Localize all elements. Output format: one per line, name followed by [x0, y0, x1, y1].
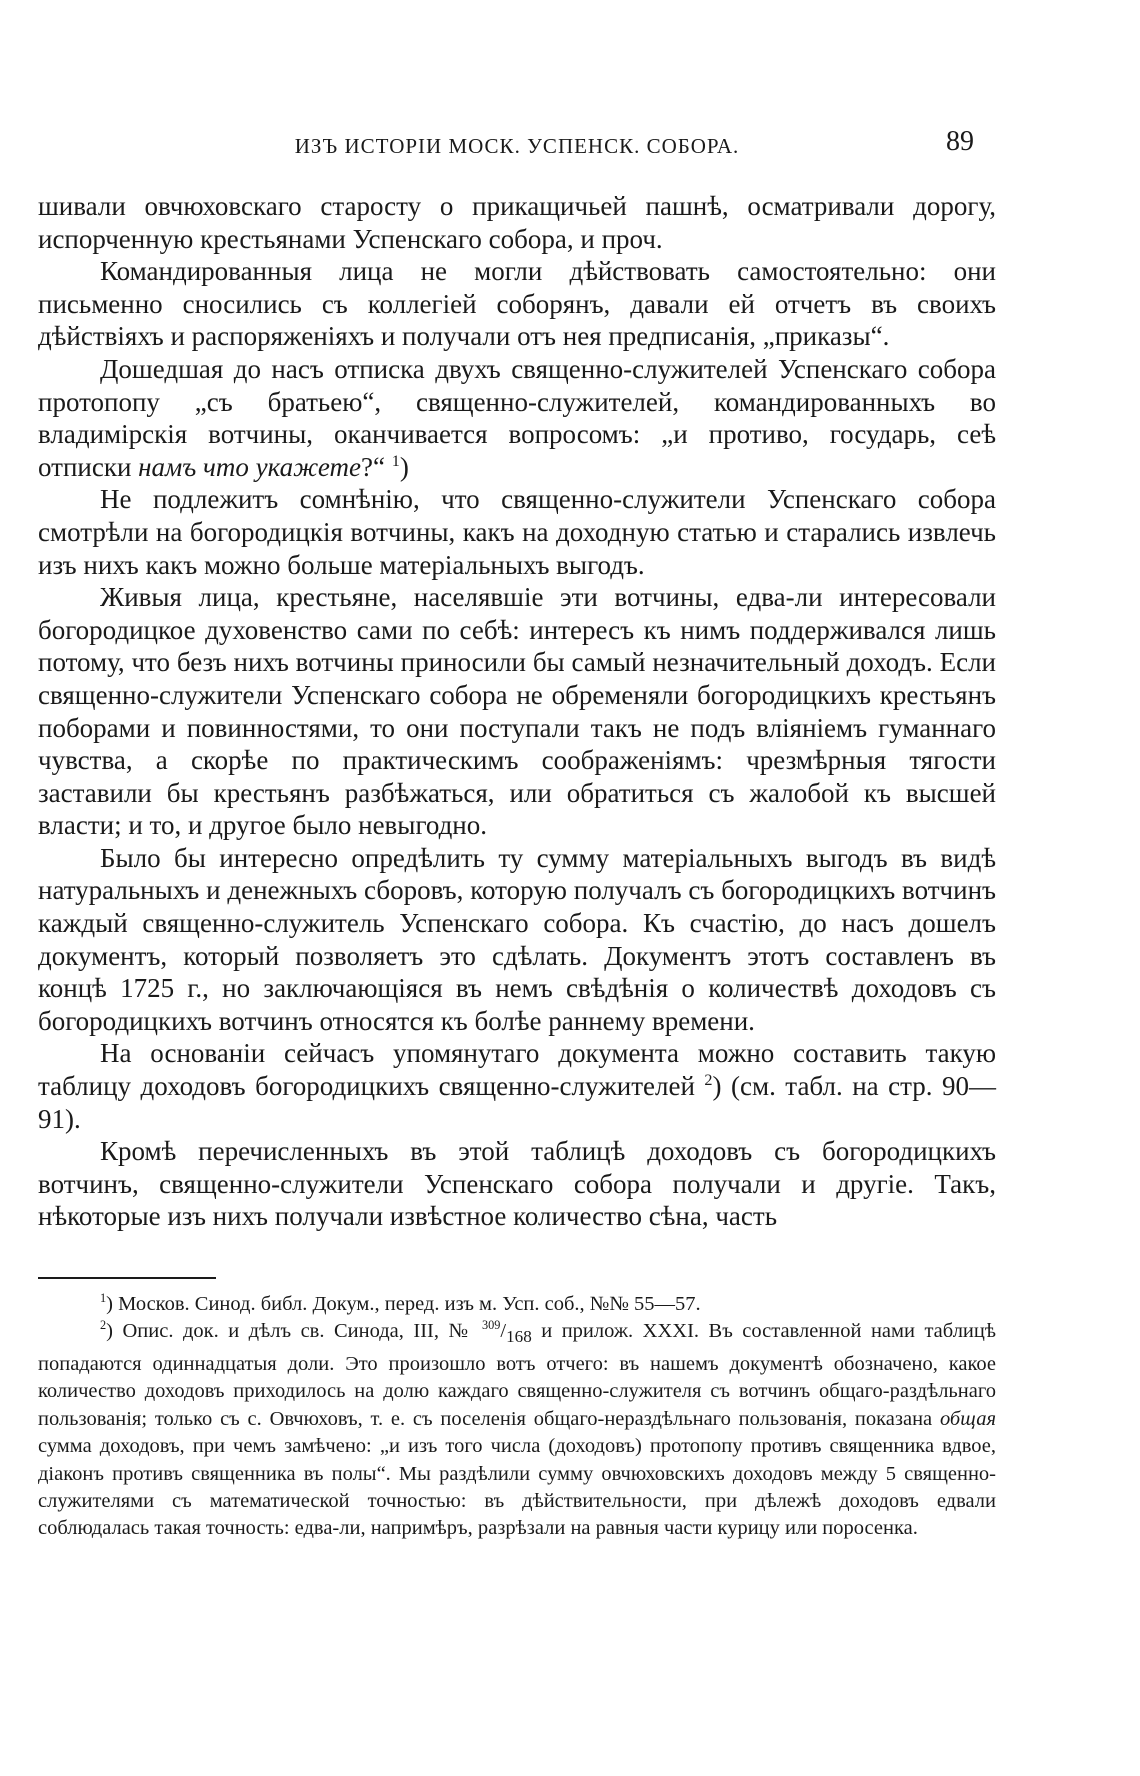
footnotes — [38, 1291, 996, 1543]
footnote-divider — [38, 1277, 216, 1279]
page-number: 89 — [946, 126, 974, 157]
book-page — [38, 126, 996, 1543]
footnote: $^1$) Москов. Синод. библ. Докум., перед. изъ м. Усп. соб., №№ 55—57. — [100, 1291, 701, 1315]
paragraph: Живыя лица, крестьяне, населявшіе эти вотчины, едва-ли интересовали богородицкое духовенство сами по себѣ: интересъ къ нимъ поддерживался лишь потому, что безъ нихъ вотчины приносили бы самый незначительный доходъ. Если священно-служители Успенскаго собора не обременяли богородицкихъ крестьянъ поборами и повинностями, то они поступали такъ не подъ вліяніемъ гуманнаго чувства, а скорѣе по практическимъ соображеніямъ: чрезмѣрныя тягости заставили бы крестьянъ разбѣжаться, или обратиться съ жалобой къ высшей власти; и то, и другое было невыгодно. — [38, 582, 996, 841]
paragraph: На основаніи сейчасъ упомянутаго документа можно составить такую таблицу доходовъ богородицкихъ священно-служителей $^2$) (см. табл. на стр. 90—91). — [38, 1038, 996, 1134]
body-text — [38, 190, 996, 1233]
paragraph: Кромѣ перечисленныхъ въ этой таблицѣ доходовъ съ богородицкихъ вотчинъ, священно-служители Успенскаго собора получали и другіе. Такъ, нѣкоторые изъ нихъ получали извѣстное количество сѣна, часть — [38, 1136, 996, 1232]
paragraph: шивали овчюховскаго старосту о прикащичьей пашнѣ, осматривали дорогу, испорченную крестьянами Успенскаго собора, и проч. — [38, 191, 996, 254]
footnote-ref: 1 — [391, 451, 400, 470]
footnote: $^2$) Опис. док. и дѣлъ св. Синода, III, № $^{309}/_{168}$ и прилож. XXXI. Въ составленной нами таблицѣ попадаются одиннадцатыя доли. Это произошло вотъ отчего: въ нашемъ документѣ обозначено, какое количество доходовъ приходилось на долю каждаго священно-служителя съ вотчинъ общаго-раздѣльнаго пользованія; только съ с. Овчюховъ, т. е. съ поселенія общаго-нераздѣльнаго пользованія, показана общая сумма доходовъ, при чемъ замѣчено: „и изъ того числа (доходовъ) протопопу противъ священника вдвое, діаконъ противъ священника въ полы“. Мы раздѣлили сумму овчюховскихъ доходовъ между 5 священно-служителями съ математической точностью: въ дѣйствительности, при дѣлежѣ доходовъ едвали соблюдалась такая точность: едва-ли, напримѣръ, разрѣзали на равныя части курицу или поросенка. — [38, 1318, 996, 1540]
paragraph: Дошедшая до насъ отписка двухъ священно-служителей Успенскаго собора протопопу „съ братьею“, священно-служителей, командированныхъ во владимірскія вотчины, оканчивается вопросомъ: „и противо, государь, сеѣ отписки намъ что укажете?“ $^1$) — [38, 353, 996, 482]
paragraph: Не подлежитъ сомнѣнію, что священно-служители Успенскаго собора смотрѣли на богородицкія вотчины, какъ на доходную статью и старались извлечь изъ нихъ какъ можно больше матеріальныхъ выгодъ. — [38, 484, 996, 580]
italic-word: общая — [939, 1407, 996, 1430]
italic-quote: намъ что укажете — [138, 451, 361, 482]
footnote-ref: 2 — [704, 1071, 713, 1090]
paragraph: Командированныя лица не могли дѣйствовать самостоятельно: они письменно сносились съ коллегіей соборянъ, давали ей отчетъ въ своихъ дѣйствіяхъ и распоряженіяхъ и получали отъ нея предписанія, „приказы“. — [38, 256, 996, 352]
running-title: ИЗЪ ИСТОРІИ МОСК. УСПЕНСК. СОБОРА. — [294, 134, 740, 158]
paragraph: Было бы интересно опредѣлить ту сумму матеріальныхъ выгодъ въ видѣ натуральныхъ и денежныхъ сборовъ, которую получалъ съ богородицкихъ вотчинъ каждый священно-служитель Успенскаго собора. Къ счастію, до насъ дошелъ документъ, который позволяетъ это сдѣлать. Документъ этотъ составленъ въ концѣ 1725 г., но заключающіяся въ немъ свѣдѣнія о количествѣ доходовъ съ богородицкихъ вотчинъ относятся къ болѣе раннему времени. — [38, 842, 996, 1036]
page-header — [38, 126, 996, 166]
